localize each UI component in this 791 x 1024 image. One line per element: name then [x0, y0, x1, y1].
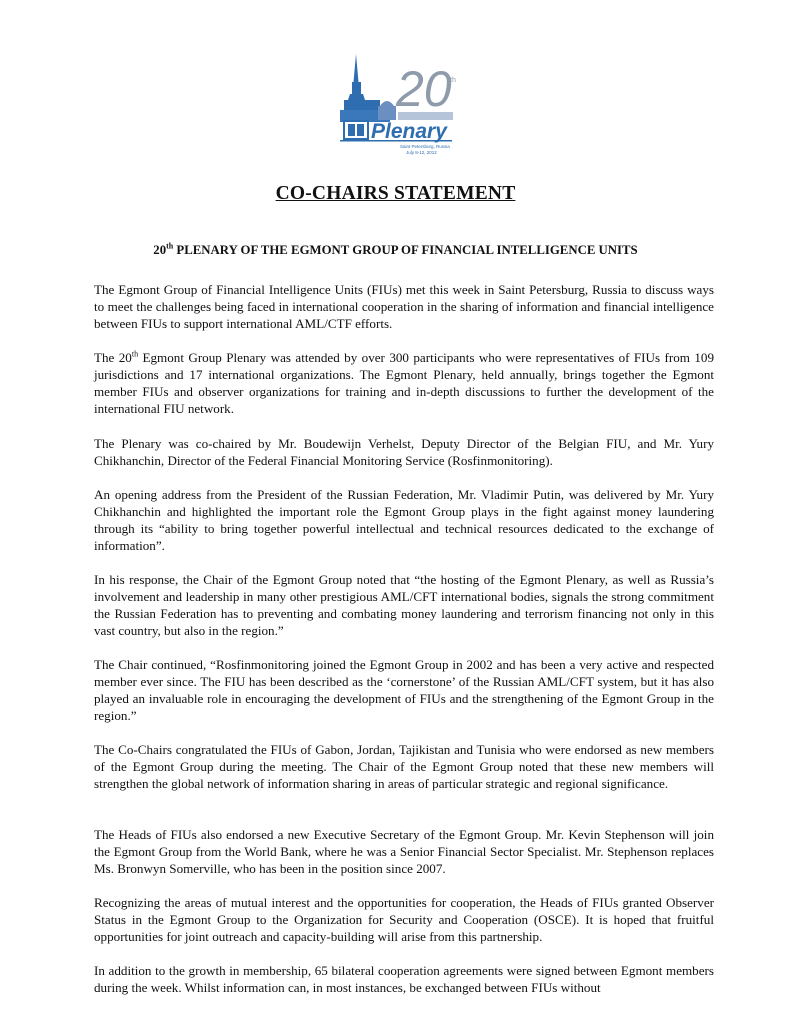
- logo-caption-line1: Saint Petersburg, Russia: [400, 144, 450, 149]
- page-title: CO-CHAIRS STATEMENT: [275, 183, 516, 204]
- logo-label: Plenary: [371, 120, 447, 143]
- plenary-logo: [338, 52, 468, 160]
- logo-superscript: th: [450, 77, 456, 84]
- paragraph-6: The Chair continued, “Rosfinmonitoring joined the Egmont Group in 2002 and has been a very active and respected member ever since. The FIU has been described as the ‘cornerstone’ of the Russian AML/CFT system, but it has also played an invaluable role in encouraging the development of FIUs and the strengthening of the Egmont Group in the region.”: [94, 657, 714, 724]
- paragraph-2-superscript: th: [131, 349, 139, 359]
- paragraph-10: In addition to the growth in membership, 65 bilateral cooperation agreements were signed between Egmont members during the week. Whilst information can, in most instances, be exchanged between FIUs without: [94, 963, 714, 996]
- subtitle-superscript: th: [166, 241, 174, 251]
- page-subtitle: [0, 243, 791, 258]
- paragraph-7: The Co-Chairs congratulated the FIUs of Gabon, Jordan, Tajikistan and Tunisia who were endorsed as new members of the Egmont Group during the meeting. The Chair of the Egmont Group noted that these new members will strengthen the global network of information sharing in areas of particular strategic and regional significance.: [94, 742, 714, 792]
- logo-caption-line2: July 8-12, 2012: [406, 150, 437, 155]
- paragraph-2-post: Egmont Group Plenary was attended by over 300 participants who were representatives of FIUs from 109 jurisdictions and 17 international organizations. The Egmont Plenary, held annually, brings together the Egmont member FIUs and observer organizations for training and in-depth discussions to further the development of the international FIU network.: [94, 350, 714, 417]
- paragraph-5: In his response, the Chair of the Egmont Group noted that “the hosting of the Egmont Plenary, as well as Russia’s involvement and leadership in many other prestigious AML/CFT international bodies, signals the strong commitment the Russian Federation has to preventing and combating money laundering and terrorism financing not only in this vast country, but also in the region.”: [94, 572, 714, 639]
- paragraph-3: The Plenary was co-chaired by Mr. Boudewijn Verhelst, Deputy Director of the Belgian FIU, and Mr. Yury Chikhanchin, Director of the Federal Financial Monitoring Service (Rosfinmonitoring).: [94, 436, 714, 469]
- logo-number: 20: [396, 61, 452, 117]
- paragraph-2-pre: The 20: [94, 350, 132, 365]
- subtitle-text: PLENARY OF THE EGMONT GROUP OF FINANCIAL INTELLIGENCE UNITS: [173, 243, 638, 257]
- paragraph-9: Recognizing the areas of mutual interest and the opportunities for cooperation, the Heads of FIUs granted Observer Status in the Egmont Group to the Organization for Security and Cooperation (OSCE). It is hoped that fruitful opportunities for joint outreach and capacity-building will arise from this partnership.: [94, 895, 714, 945]
- subtitle-number: 20: [153, 243, 167, 257]
- paragraph-4: An opening address from the President of the Russian Federation, Mr. Vladimir Putin, was delivered by Mr. Yury Chikhanchin and highlighted the important role the Egmont Group plays in the fight against money laundering through its “ability to bring together powerful intellectual and technical resources dedicated to the exchange of information”.: [94, 487, 714, 554]
- paragraph-2: [94, 349, 714, 417]
- saint-petersburg-skyline-logo-icon: [338, 52, 468, 160]
- paragraph-8: The Heads of FIUs also endorsed a new Executive Secretary of the Egmont Group. Mr. Kevin Stephenson will join the Egmont Group from the World Bank, where he was a Senior Financial Sector Specialist. Mr. Stephenson replaces Ms. Bronwyn Somerville, who has been in the position since 2007.: [94, 827, 714, 877]
- paragraph-1: The Egmont Group of Financial Intelligence Units (FIUs) met this week in Saint Petersburg, Russia to discuss ways to meet the challenges being faced in international cooperation in the sharing of information and financial intelligence between FIUs to support international AML/CTF efforts.: [94, 282, 714, 332]
